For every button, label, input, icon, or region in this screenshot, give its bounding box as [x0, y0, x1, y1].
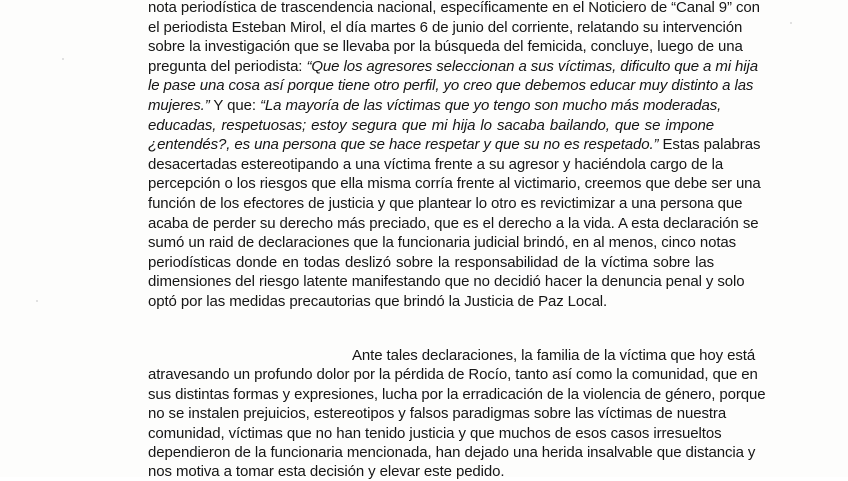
line-text: desacertadas estereotipando a una víctima frente a su agresor y haciéndola cargo de la	[148, 155, 724, 173]
text-line	[148, 424, 722, 443]
text-line	[148, 404, 727, 423]
quote-text: mujeres.”	[148, 97, 210, 114]
quote-text: educadas, respetuosas; estoy segura que mi hija lo sacaba bailando, que se impone	[148, 116, 714, 134]
line-text: atravesando un profundo dolor por la pérdida de Rocío, tanto así como la comunidad, que en	[148, 366, 758, 384]
text-line	[352, 346, 756, 365]
line-text: nota periodística de trascendencia nacional, específicamente en el Noticiero de “Canal 9” con	[148, 0, 760, 16]
quote-text: ¿entendés?, es una persona que se hace respetar y que su no es respetado.”	[148, 136, 659, 154]
line-text: el periodista Esteban Mirol, el día martes 6 de junio del corriente, relatando su intervención	[148, 18, 743, 36]
line-text: sumó un raid de declaraciones que la funcionaria judicial brindó, en al menos, cinco notas	[148, 234, 737, 252]
line-text: optó por las medidas precautorias que brindó la Justicia de Paz Local.	[148, 293, 608, 310]
text-line	[148, 0, 760, 17]
line-text: pregunta del periodista:	[148, 57, 307, 75]
text-line	[148, 292, 714, 311]
text-line	[148, 174, 761, 193]
text-line	[148, 96, 722, 115]
text-line	[148, 365, 758, 384]
scan-speck	[790, 22, 792, 24]
line-text: sobre la investigación que se llevaba por la búsqueda del femicida, concluye, luego de una	[148, 38, 743, 56]
line-text: dependieron de la funcionaria mencionada, han dejado una herida insalvable que distancia y	[148, 444, 756, 461]
text-line	[148, 18, 743, 37]
text-line	[148, 37, 743, 56]
text-line	[148, 253, 714, 272]
quote-text: “La mayoría de las víctimas que yo tengo son mucho más moderadas,	[260, 97, 722, 114]
line-text: periodísticas donde en todas deslizó sobre la responsabilidad de la víctima sobre las	[148, 253, 714, 271]
line-text: dimensiones del riesgo latente manifestando que no decidió hacer la denuncia penal y solo	[148, 273, 745, 291]
scan-speck	[62, 58, 64, 60]
line-text: sus distintas formas y expresiones, lucha por la erradicación de la violencia de género, porque	[148, 385, 766, 403]
line-text: acaba de perder su derecho más preciado, que es el derecho a la vida. A esta declaración se	[148, 214, 759, 232]
text-line	[148, 233, 737, 252]
text-line	[148, 76, 754, 95]
text-line	[148, 214, 759, 233]
line-text: Y que:	[209, 97, 260, 114]
quote-text: “Que los agresores seleccionan a sus víctimas, dificulto que a mi hija	[306, 57, 759, 75]
text-line	[148, 57, 759, 76]
quote-text: le pase una cosa así porque tiene otro perfil, yo creo que debemos educar muy distinto a las	[148, 77, 754, 95]
text-line	[148, 135, 761, 154]
text-line	[148, 272, 745, 291]
line-text: comunidad, víctimas que no han tenido justicia y que muchos de esos casos irresueltos	[148, 424, 722, 442]
text-line	[148, 155, 724, 174]
text-line	[148, 116, 714, 135]
line-text: no se instalen prejuicios, estereotipos y falsos paradigmas sobre las víctimas de nuestra	[148, 405, 727, 423]
text-line	[148, 462, 714, 481]
line-text: nos motiva a tomar esta decisión y elevar este pedido.	[148, 463, 505, 481]
scan-speck	[36, 300, 38, 302]
line-text: percepción o los riesgos que ella misma corría frente al victimario, creemos que debe ser una	[148, 175, 761, 193]
line-text: Estas palabras	[658, 136, 761, 154]
text-line	[148, 443, 756, 462]
line-text: Ante tales declaraciones, la familia de la víctima que hoy está	[352, 347, 756, 364]
line-text: función de los efectores de justicia y que plantear lo otro es revictimizar a una persona que	[148, 195, 743, 212]
text-line	[148, 194, 743, 213]
text-line	[148, 385, 766, 404]
